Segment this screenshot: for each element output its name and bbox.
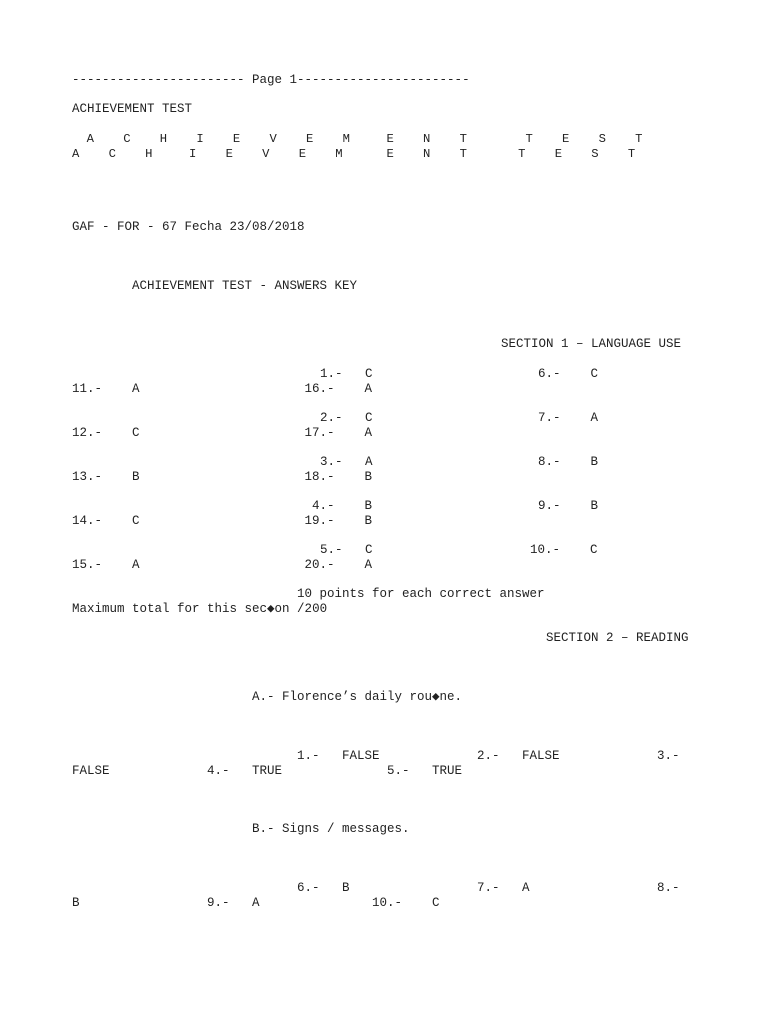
section-1-row-2-first: 2.- C: [320, 411, 373, 425]
section-1-row-1-second: 6.- C: [538, 367, 599, 381]
section-2-part-b-line-1: 6.- B 7.- A 8.-: [297, 881, 680, 895]
answers-key-title: ACHIEVEMENT TEST - ANSWERS KEY: [132, 279, 358, 293]
section-1-row-4-second: 9.- B: [538, 499, 599, 513]
section-1-row-2-wrap: 12.- C 17.- A: [72, 426, 373, 440]
section-1-row-2-second: 7.- A: [538, 411, 599, 425]
section-1-title: SECTION 1 – LANGUAGE USE: [501, 337, 682, 351]
section-1-row-4-first: 4.- B: [312, 499, 373, 513]
section-1-row-3-wrap: 13.- B 18.- B: [72, 470, 373, 484]
section-1-points-line: 10 points for each correct answer: [297, 587, 545, 601]
section-2-part-a-title: A.- Florence’s daily rou◆ne.: [252, 690, 463, 704]
section-2-title: SECTION 2 – READING: [546, 631, 689, 645]
spaced-title-line-1: A C H I E V E M E N T T E S T: [72, 132, 643, 146]
section-2-part-b-line-2: B 9.- A 10.- C: [72, 896, 440, 910]
section-2-part-a-line-1: 1.- FALSE 2.- FALSE 3.-: [297, 749, 680, 763]
section-1-max-line: Maximum total for this sec◆on /200: [72, 602, 328, 616]
section-1-row-1-wrap: 11.- A 16.- A: [72, 382, 373, 396]
form-code: GAF - FOR - 67 Fecha 23/08/2018: [72, 220, 305, 234]
section-1-row-5-wrap: 15.- A 20.- A: [72, 558, 373, 572]
section-1-row-3-second: 8.- B: [538, 455, 599, 469]
section-1-row-5-second: 10.- C: [530, 543, 598, 557]
section-2-part-b-title: B.- Signs / messages.: [252, 822, 410, 836]
section-1-row-5-first: 5.- C: [320, 543, 373, 557]
section-1-row-1-first: 1.- C: [320, 367, 373, 381]
section-1-row-3-first: 3.- A: [320, 455, 373, 469]
document-title: ACHIEVEMENT TEST: [72, 102, 193, 116]
section-1-row-4-wrap: 14.- C 19.- B: [72, 514, 373, 528]
page-header: ----------------------- Page 1-----------------------: [72, 73, 470, 87]
section-2-part-a-line-2: FALSE 4.- TRUE 5.- TRUE: [72, 764, 463, 778]
spaced-title-line-2: A C H I E V E M E N T T E S T: [72, 147, 636, 161]
